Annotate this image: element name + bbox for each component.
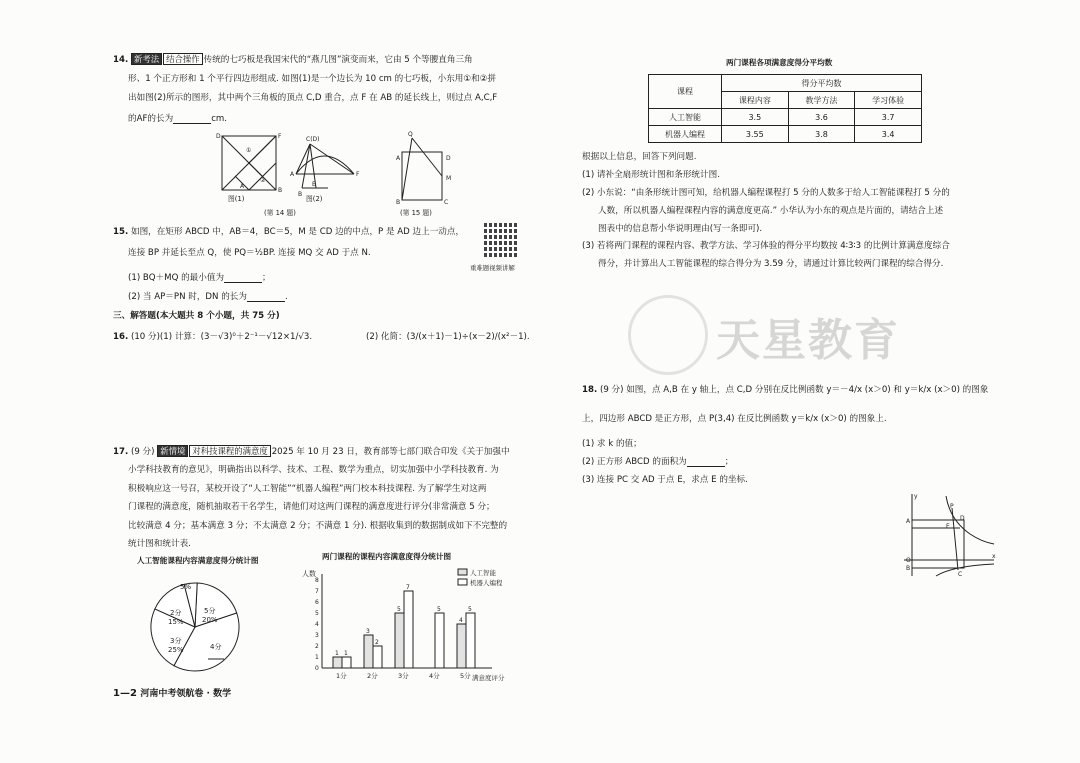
svg-text:C: C [444,199,449,206]
avg-score-table [648,74,922,143]
q15-blank2[interactable] [247,292,285,302]
bar-chart [300,565,530,690]
legend-swatch [458,579,467,585]
y-tick-label: 7 [315,588,319,595]
q15-blank1[interactable] [224,273,262,283]
pie-title: 人工智能课程内容满意度得分统计图 [137,556,259,565]
y-tick-label: 2 [315,643,319,650]
y-tick-label: 1 [315,654,319,661]
footer [113,686,231,699]
svg-text:B: B [396,199,401,206]
q17-sub2c: 图表中的信息帮小华说明理由(写一条即可). [598,224,763,234]
svg-text:A: A [906,518,911,525]
pie-pct-3fen: 25% [168,646,184,654]
svg-text:M: M [446,175,452,182]
footer-title: 河南中考领航卷 · 数学 [140,689,232,699]
bar-ai [395,613,404,668]
bar-value-label: 4 [459,617,463,624]
q15-line2: 连接 BP 并延长至点 Q，使 PQ＝½BP. 连接 MQ 交 AD 于点 N. [128,248,371,258]
watermark-logo [628,295,708,375]
footer-page: 1—2 [113,688,137,699]
x-tick-label: 5分 [460,672,471,680]
table-row: 人工智能 3.5 3.6 3.7 [649,109,922,126]
pie-label-4fen: 4分 [210,643,222,651]
y-tick-label: 0 [315,665,319,672]
bar-robot [342,657,351,668]
th-course: 课程 [649,75,722,109]
q14-tag-new-method: 新考法 [131,53,162,65]
svg-text:x: x [992,553,996,560]
y-tick-label: 5 [315,610,319,617]
q15-sub1: (1) BQ＋MQ 的最小值为 ； [128,273,271,283]
bar-robot [435,613,444,668]
legend-label: 机器人编程 [470,579,503,587]
q14-line1 [113,52,473,68]
y-tick-label: 8 [315,577,319,584]
q16-part2: (2) 化简：(3/(x＋1)－1)÷(x－2)/(x²－1). [366,332,530,342]
q14-text1: 传统的七巧板是我国宋代的“燕几图”演变而来，它由 5 个等腰直角三角 [203,55,473,65]
q14-fig2-label: 图(2) [306,195,323,203]
q14-answer-blank[interactable] [173,114,211,124]
bar-robot [466,613,475,668]
bar-value-label: 2 [375,639,379,646]
pie-label-2fen: 2分 [170,609,182,617]
q16-part1: 16. (10 分)(1) 计算：(3－√3)⁰＋2⁻¹－√12×1/√3. [113,332,313,342]
q17-tag-new-context: 新情境 [157,445,188,457]
x-tick-label: 4分 [429,672,440,680]
q17-line6: 统计图和统计表. [128,539,191,549]
q18-figure [898,490,998,580]
bar-ai [457,624,466,668]
bar-value-label: 1 [335,650,339,657]
q17-line5: 比较满意 4 分；基本满意 3 分；不太满意 2 分；不满意 1 分). 根据收集到的数据制成如下不完整的 [128,521,508,531]
q17-after-table: 根据以上信息，回答下列问题. [582,152,697,162]
svg-text:C(D): C(D) [306,136,320,143]
x-tick-label: 2分 [367,672,378,680]
q17-line3: 积极响应这一号召，某校开设了“人工智能”“机器人编程”两门校本科技课程. 为了解学生对这两 [128,484,487,494]
q18-sub2: (2) 正方形 ABCD 的面积为 ； [582,457,734,467]
q14-fig-caption: (第 14 题) [264,209,296,217]
svg-text:P: P [950,503,954,510]
q14-line3: 出如图(2)所示的图形，其中两个三角板的顶点 C,D 重合，点 F 在 AB 的延长线上，则过点 A,C,F [128,93,498,103]
th-group: 得分平均数 [722,75,922,92]
bar-robot [373,646,382,668]
th-method: 教学方法 [788,92,855,109]
bar-value-label: 5 [397,606,401,613]
q15-line1: 15. 如图，在矩形 ABCD 中，AB＝4，BC＝5，M 是 CD 边的中点，P 是 AD 边上一动点， [113,227,465,237]
table-row: 机器人编程 3.55 3.8 3.4 [649,126,922,143]
q18-sub1: (1) 求 k 的值； [582,439,642,449]
svg-text:E: E [312,181,316,188]
q17-tag-topic: 对科技课程的满意度 [189,445,270,457]
pie-label-5pct: 5% [180,583,192,591]
y-tick-label: 6 [315,599,319,606]
section3-heading: 三、解答题(本大题共 8 个小题，共 75 分) [113,311,280,321]
x-tick-label: 1分 [336,672,347,680]
q17-sub1: (1) 请补全扇形统计图和条形统计图. [582,170,720,180]
bar-value-label: 7 [406,584,410,591]
svg-text:F: F [356,171,360,178]
q15-fig-caption: (第 15 题) [400,209,432,217]
svg-text:y: y [914,493,918,500]
svg-text:D: D [216,133,221,140]
svg-text:②: ② [260,177,266,184]
q17-line4: 门课程的满意度，随机抽取若干名学生，请他们对这两门课程的满意度进行评分(非常满意 5 分； [128,502,495,512]
bar-value-label: 5 [468,606,472,613]
svg-text:Q: Q [408,131,413,138]
q17-sub3a: (3) 若将两门课程的课程内容、教学方法、学习体验的得分平均数按 4∶3∶3 的比例计算满意度综合 [582,241,950,251]
y-tick-label: 3 [315,632,319,639]
svg-text:D: D [960,515,965,522]
bar-value-label: 3 [366,628,370,635]
legend-swatch [458,569,467,575]
legend-label: 人工智能 [470,569,496,577]
pie-label-5fen: 5分 [204,607,216,615]
svg-text:B: B [278,187,283,194]
x-tick-label: 3分 [398,672,409,680]
q15-sub2: (2) 当 AP＝PN 时，DN 的长为 . [128,292,288,302]
svg-text:O: O [906,557,911,564]
watermark-text: 天星教育 [716,315,900,366]
pie-pct-5fen: 20% [202,616,218,624]
pie-pct-2fen: 15% [168,618,184,626]
y-axis-label: 人数 [302,570,316,578]
svg-text:①: ① [246,147,252,154]
svg-text:C: C [958,571,963,578]
bar-value-label: 5 [437,606,441,613]
svg-text:F: F [278,133,282,140]
svg-text:A: A [290,171,295,178]
bar-ai [333,657,342,668]
q18-sub3: (3) 连接 PC 交 AD 于点 E，求点 E 的坐标. [582,475,748,485]
pie-label-3fen: 3分 [170,637,182,645]
q17-sub2b: 人数，所以机器人编程课程内容的满意度更高.” 小华认为小东的观点是片面的，请结合上述 [598,206,944,216]
th-content: 课程内容 [722,92,789,109]
bar-ai [364,635,373,668]
svg-text:E: E [946,523,950,530]
bar-robot [404,591,413,668]
svg-text:A: A [396,155,401,162]
bar-value-label: 1 [344,650,348,657]
q18-line1: 18. (9 分) 如图，点 A,B 在 y 轴上，点 C,D 分别在反比例函数 y＝－4/x (x＞0) 和 y＝k/x (x＞0) 的图象 [582,385,989,395]
q18-line2: 上，四边形 ABCD 是正方形，点 P(3,4) 在反比例函数 y＝k/x (x＞0) 的图象上. [582,414,887,424]
x-axis-label: 满意度评分 [472,674,505,682]
pie-chart [140,575,280,680]
q17-sub2a: (2) 小东说：“由条形统计图可知，给机器人编程课程打 5 分的人数多于给人工智能课程打 5 分的 [582,188,950,198]
table-title: 两门课程各项满意度得分平均数 [726,58,833,67]
q17-line2: 小学科技教育的意见》，明确指出以科学、技术、工程、数学为重点，切实加强中小学科技教育. 为 [128,465,499,475]
svg-text:B: B [906,565,911,572]
q14-number: 14. [113,55,129,65]
svg-text:A: A [240,183,245,190]
q14-line4: 的AF的长为 cm. [128,114,228,124]
q18-blank[interactable] [687,457,725,467]
qr-caption: 重难题视频讲解 [470,264,515,272]
y-tick-label: 4 [315,621,319,628]
q14-tag-combine: 结合操作 [163,53,203,65]
th-experience: 学习体验 [855,92,922,109]
q17-sub3b: 得分，并计算出人工智能课程的综合得分为 3.59 分，请通过计算比较两门课程的综合得分. [598,259,944,269]
bar-title: 两门课程的课程内容满意度得分统计图 [322,552,452,561]
qr-code-overlay [484,223,518,257]
q14-line2: 形、1 个正方形和 1 个平行四边形组成. 如图(1)是一个边长为 10 cm 的七巧板，小东用①和②拼 [128,74,496,84]
q17-line1: 17. (9 分) 新情境 对科技课程的满意度 2025 年 10 月 23 日，教育部等七部门联合印发《关于加强中 [113,446,510,457]
svg-text:B: B [298,191,303,198]
svg-text:D: D [446,155,451,162]
q14-fig1-label: 图(1) [228,195,245,203]
